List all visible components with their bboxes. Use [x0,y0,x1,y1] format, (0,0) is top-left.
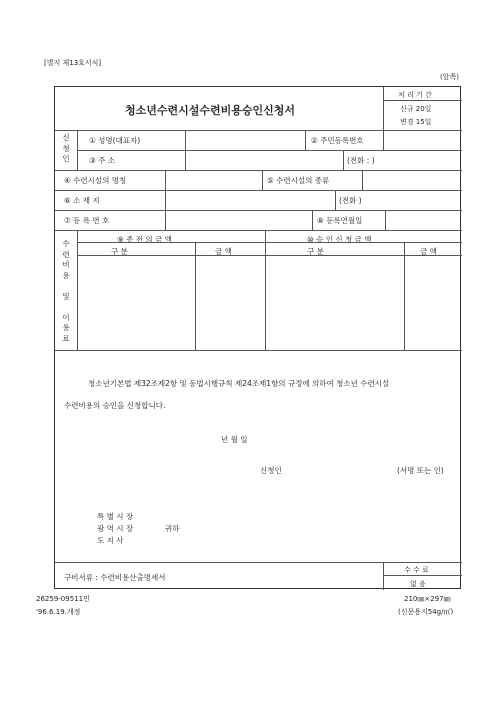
registration-date-label: ⑧ 등록연월일 [317,216,363,225]
applicant-signature-label: 신청인 [260,466,282,475]
form-number: [별지 제13호서식] [44,59,102,67]
requested-item-column: 구 분 [307,247,324,256]
applicant-phone: (전화 : ) [347,156,375,165]
page-side-label: (앞쪽) [440,73,459,81]
attachments-label: 구비서류 : 수련비용산출명세서 [64,573,166,582]
form-code: 26259-09511민 [36,595,90,603]
addressee-metro-city: 광 역 시 장 [97,524,134,533]
fee-label: 수 수 료 [404,566,429,574]
applicant-section-label: 신 청 인 [62,133,70,163]
fee-value: 없 음 [410,580,426,588]
processing-change: 변경 15일 [400,118,432,126]
requested-amount-column: 금 액 [420,247,437,256]
facility-name-label: ④ 수련시설의 명칭 [64,176,127,185]
facility-type-label: ⑤ 수련시설의 종류 [267,176,330,185]
requested-amount-header: ⑩ 승 인 신 청 금 액 [307,235,372,244]
registration-number-label: ⑦ 등 록 번 호 [64,216,110,225]
honorific: 귀하 [165,524,180,533]
previous-item-column: 구 분 [111,247,128,256]
facility-phone: (전화 ) [339,196,362,205]
statement-line-1: 청소년기본법 제32조제2항 및 동법시행규칙 제24조제1항의 규정에 의하여 청소년 수련시설 [88,379,390,388]
address-label: ③ 주 소 [89,156,115,165]
revision-date: '96.6.19.개정 [36,608,81,616]
addressee-governor: 도 지 사 [97,536,124,545]
costs-section-label: 수 련 비 용 및 이 용 료 [62,239,70,343]
form-title: 청소년수련시설수련비용승인신청서 [125,104,296,117]
addressee-special-city: 특 별 시 장 [97,512,134,521]
processing-period-label: 처 리 기 간 [398,91,432,99]
name-label: ① 성명(대표자) [89,136,141,145]
paper-size: 210㎜×297㎜ [404,595,451,603]
previous-amount-header: ⑨ 종 전 의 금 액 [117,235,172,244]
paper-type: (신문용지54g/㎡) [398,608,454,616]
location-label: ⑥ 소 재 지 [64,196,100,205]
date-line: 년 월 일 [221,435,248,444]
application-form [54,86,461,589]
previous-amount-column: 금 액 [215,247,232,256]
sign-or-seal-label: (서명 또는 인) [397,466,444,475]
statement-line-2: 수련비용의 승인을 신청합니다. [64,401,166,410]
resident-number-label: ② 주민등록번호 [311,136,364,145]
processing-new: 신규 20일 [400,105,432,113]
